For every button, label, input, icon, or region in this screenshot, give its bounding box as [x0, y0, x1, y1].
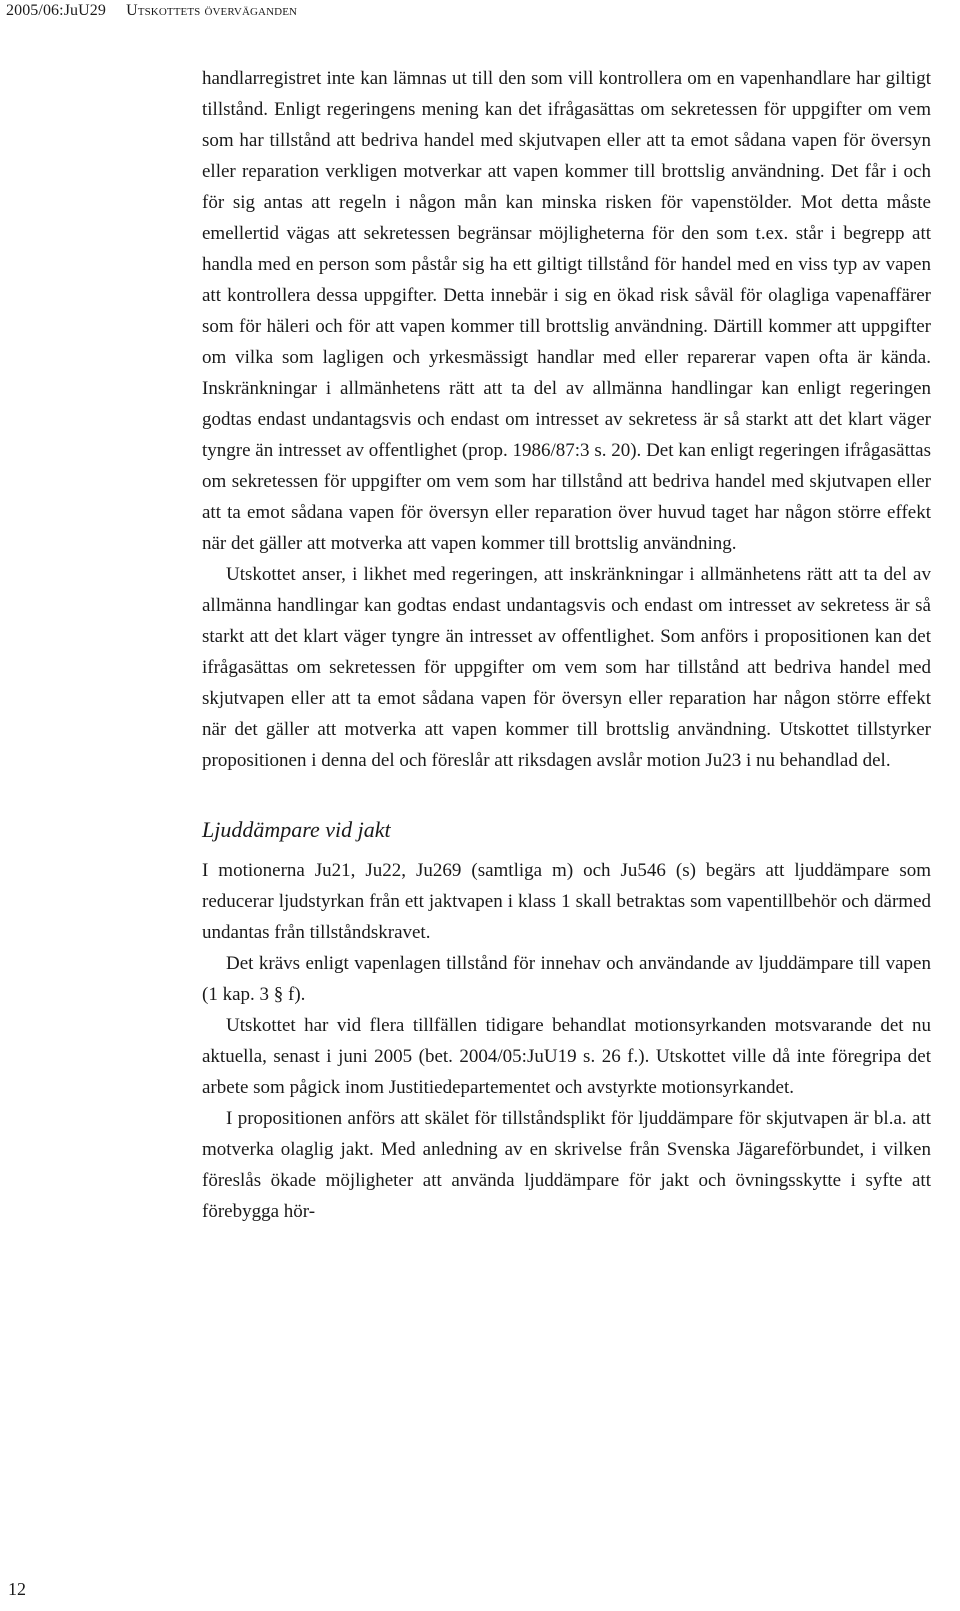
document-body — [202, 63, 931, 1227]
paragraph: Det krävs enligt vapenlagen tillstånd för innehav och användande av ljuddämpare till vapen (1 kap. 3 § f). — [202, 953, 931, 1005]
document-reference: 2005/06:JuU29 — [6, 2, 106, 19]
section-heading: Ljuddämpare vid jakt — [202, 817, 391, 842]
paragraph: Utskottet har vid flera tillfällen tidigare behandlat motionsyrkanden motsvarande det nu aktuella, senast i juni 2005 (bet. 2004/05:JuU19 s. 26 f.). Utskottet ville då inte föregripa det arbete som pågick inom Justitiedepartementet och avstyrkte motionsyrkandet. — [202, 1015, 931, 1098]
section-title: Utskottets överväganden — [126, 2, 298, 19]
running-header — [6, 2, 297, 20]
paragraph: I motionerna Ju21, Ju22, Ju269 (samtliga m) och Ju546 (s) begärs att ljuddämpare som reducerar ljudstyrkan från ett jaktvapen i klass 1 skall betraktas som vapentillbehör och därmed undantas från tillståndskravet. — [202, 860, 931, 943]
page-number: 12 — [8, 1579, 26, 1599]
paragraph: handlarregistret inte kan lämnas ut till den som vill kontrollera om en vapenhandlare har giltigt tillstånd. Enligt regeringens mening kan det ifrågasättas om sekretessen för uppgifter om vem som har tillstånd att bedriva handel med skjutvapen eller att ta emot sådana vapen för översyn eller reparation verkligen motverkar att vapen kommer till brottslig användning. Det får i och för sig antas att regeln i någon mån kan minska risken för vapenstölder. Mot detta måste emellertid vägas att sekretessen begränsar möjligheterna för den som t.ex. står i begrepp att handla med en person som påstår sig ha ett giltigt tillstånd för handel med en viss typ av vapen att kontrollera dessa uppgifter. Detta innebär i sig en ökad risk såväl för olagliga vapenaffärer som för häleri och för att vapen kommer till brottslig användning. Därtill kommer att uppgifter om vilka som lagligen och yrkesmässigt handlar med eller reparerar vapen ofta är kända. Inskränkningar i allmänhetens rätt att ta del av allmänna handlingar kan enligt regeringen godtas endast undantagsvis och endast om intresset av sekretess är så starkt att det klart väger tyngre än intresset av offentlighet (prop. 1986/87:3 s. 20). Det kan enligt regeringen ifrågasättas om sekretessen för uppgifter om vem som har tillstånd att bedriva handel med skjutvapen eller att ta emot sådana vapen för översyn eller reparation över huvud taget har någon större effekt när det gäller att motverka att vapen kommer till brottslig användning. — [202, 68, 931, 554]
paragraph: I propositionen anförs att skälet för tillståndsplikt för ljuddämpare för skjutvapen är bl.a. att motverka olaglig jakt. Med anledning av en skrivelse från Svenska Jägareförbundet, i vilken föreslås ökade möjligheter att använda ljuddämpare för jakt och övningsskytte i syfte att förebygga hör- — [202, 1108, 931, 1222]
paragraph: Utskottet anser, i likhet med regeringen, att inskränkningar i allmänhetens rätt att ta del av allmänna handlingar kan godtas endast undantagsvis och endast om intresset av sekretess är så starkt att det klart väger tyngre än intresset av offentlighet. Som anförs i propositionen kan det ifrågasättas om sekretessen för uppgifter om vem som har tillstånd att bedriva handel med skjutvapen eller att ta emot sådana vapen för översyn eller reparation har någon större effekt när det gäller att motverka att vapen kommer till brottslig användning. Utskottet tillstyrker propositionen i denna del och föreslår att riksdagen avslår motion Ju23 i nu behandlad del. — [202, 564, 931, 771]
